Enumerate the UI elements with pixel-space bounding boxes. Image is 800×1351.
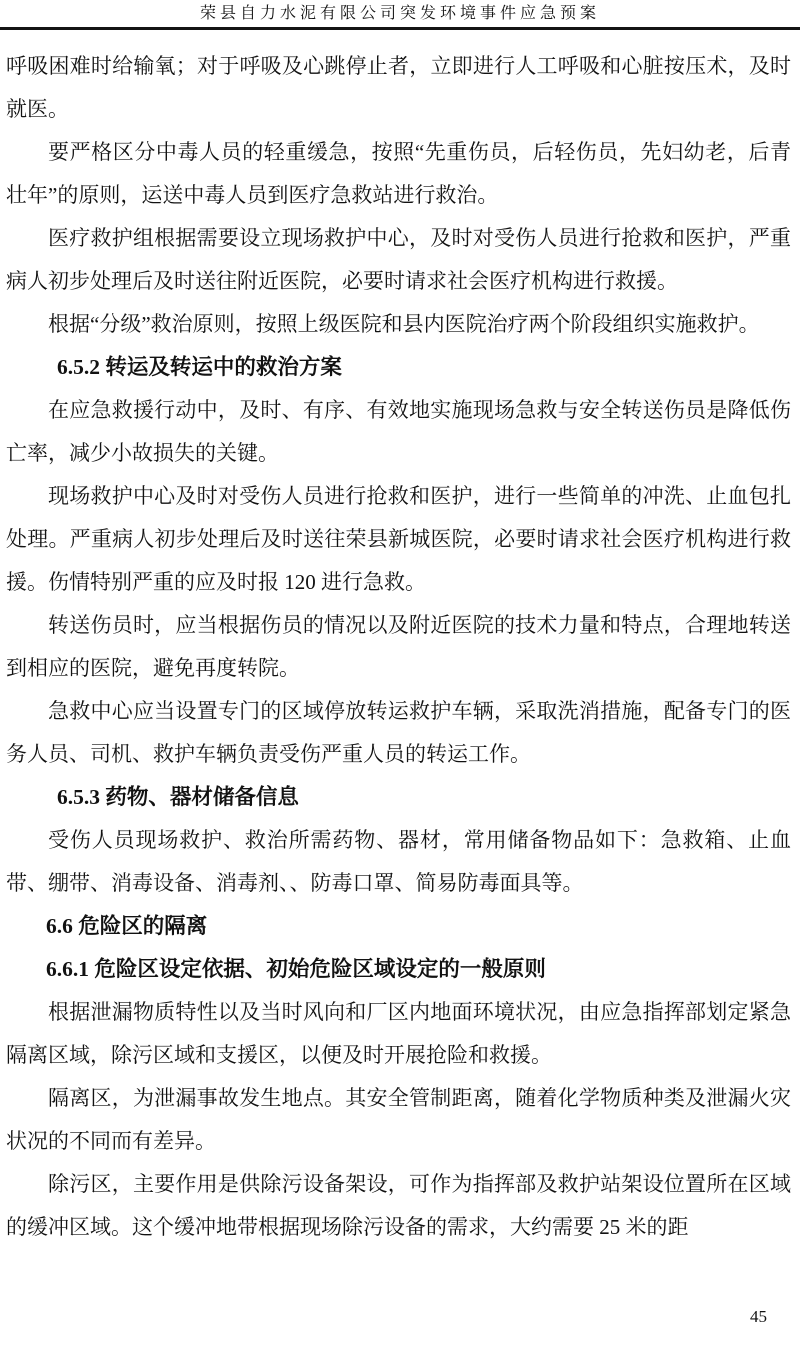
section-heading-6-6-1: 6.6.1 危险区设定依据、初始危险区域设定的一般原则 [46, 957, 546, 981]
body-paragraph: 医疗救护组根据需要设立现场救护中心，及时对受伤人员进行抢救和医护，严重病人初步处理后及时送往附近医院，必要时请求社会医疗机构进行救援。 [6, 226, 791, 293]
body-paragraph: 急救中心应当设置专门的区域停放转运救护车辆，采取洗消措施，配备专门的医务人员、司机、救护车辆负责受伤严重人员的转运工作。 [6, 699, 791, 766]
body-paragraph: 在应急救援行动中，及时、有序、有效地实施现场急救与安全转送伤员是降低伤亡率，减少小故损失的关键。 [6, 398, 791, 465]
section-heading-6-5-2: 6.5.2 转运及转运中的救治方案 [57, 355, 342, 379]
body-paragraph: 受伤人员现场救护、救治所需药物、器材，常用储备物品如下：急救箱、止血带、绷带、消毒设备、消毒剂、、防毒口罩、简易防毒面具等。 [6, 828, 791, 895]
body-paragraph: 现场救护中心及时对受伤人员进行抢救和医护，进行一些简单的冲洗、止血包扎处理。严重病人初步处理后及时送往荣县新城医院，必要时请求社会医疗机构进行救援。伤情特别严重的应及时报 120 进行急救。 [6, 484, 791, 594]
body-paragraph: 除污区，主要作用是供除污设备架设，可作为指挥部及救护站架设位置所在区域的缓冲区域。这个缓冲地带根据现场除污设备的需求，大约需要 25 米的距 [6, 1172, 791, 1239]
header-title: 荣县自力水泥有限公司突发环境事件应急预案 [199, 5, 600, 22]
document-header [0, 0, 800, 30]
document-body [0, 45, 800, 1249]
body-paragraph: 转送伤员时，应当根据伤员的情况以及附近医院的技术力量和特点，合理地转送到相应的医院，避免再度转院。 [6, 613, 791, 680]
body-paragraph: 根据“分级”救治原则，按照上级医院和县内医院治疗两个阶段组织实施救护。 [48, 312, 760, 336]
body-paragraph: 要严格区分中毒人员的轻重缓急，按照“先重伤员，后轻伤员，先妇幼老，后青壮年”的原则，运送中毒人员到医疗急救站进行救治。 [6, 140, 791, 207]
body-paragraph: 隔离区，为泄漏事故发生地点。其安全管制距离，随着化学物质种类及泄漏火灾状况的不同而有差异。 [6, 1086, 791, 1153]
body-paragraph: 呼吸困难时给输氧；对于呼吸及心跳停止者，立即进行人工呼吸和心脏按压术，及时就医。 [6, 54, 791, 121]
section-heading-6-6: 6.6 危险区的隔离 [46, 914, 208, 938]
section-heading-6-5-3: 6.5.3 药物、器材储备信息 [57, 785, 299, 809]
body-paragraph: 根据泄漏物质特性以及当时风向和厂区内地面环境状况，由应急指挥部划定紧急隔离区域，除污区域和支援区，以便及时开展抢险和救援。 [6, 1000, 791, 1067]
page-number: 45 [750, 1307, 767, 1326]
